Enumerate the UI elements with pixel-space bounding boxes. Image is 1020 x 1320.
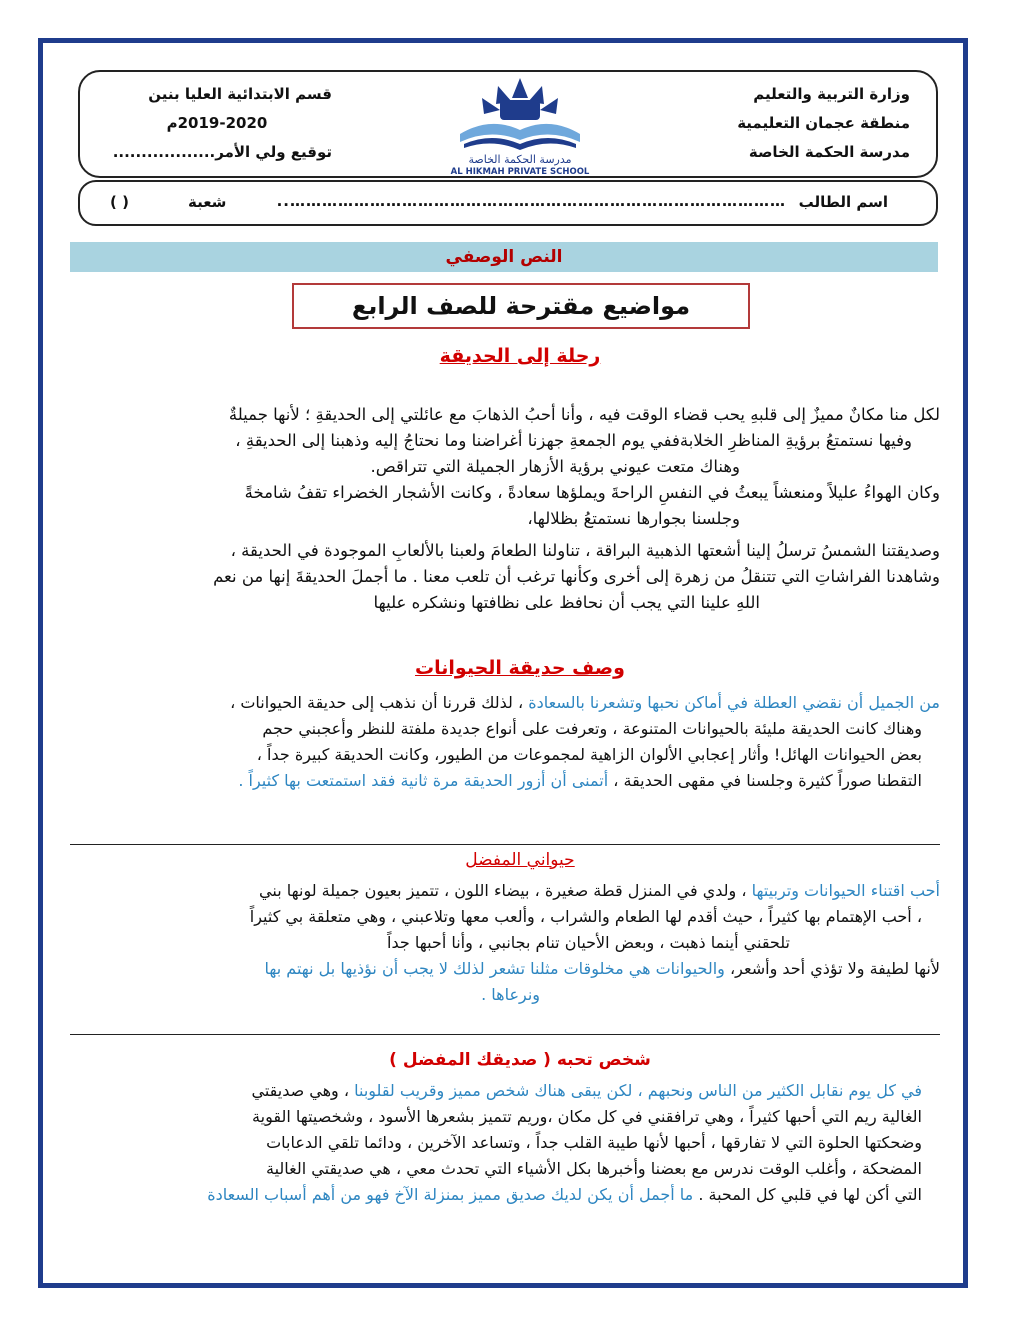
topic3-blue-text: أحب اقتناء الحيوانات وتربيتها — [751, 881, 940, 900]
topic1-line: وجلسنا بجوارها نستمتعُ بظلالها، — [527, 509, 740, 528]
divider — [70, 1034, 940, 1035]
topic3-heading: حيواني المفضل — [465, 850, 575, 870]
topic3-text: ، ولدي في المنزل قطة صغيرة ، بيضاء اللون ، تتميز بعيون جميلة لونها بني — [259, 881, 747, 900]
student-name-field[interactable]: ………………………………………………………………………………….. — [276, 192, 786, 210]
student-info-box — [78, 180, 938, 226]
guardian-signature: توقيع ولي الأمر.................. — [112, 143, 332, 161]
topic1-line: وهناك متعت عيوني برؤية الأزهار الجميلة التي تتراقص. — [370, 457, 740, 476]
topic2-heading: وصف حديقة الحيوانات — [415, 657, 625, 679]
topic1-line: وفيها نستمتعُ برؤيةِ المناظرِ الخلابةففي يوم الجمعةِ جهزنا أغراضنا وما نحتاجُ إليه وذهبنا إلى الحديقةِ ، — [235, 431, 912, 450]
section-field[interactable]: ( ) — [110, 193, 129, 211]
topic3-line: ، أحب الإهتمام بها كثيراً ، حيث أقدم لها الطعام والشراب ، وألعب معها وتلاعبني ، وهي متعلقة بي كثيراً — [249, 907, 922, 926]
topic3-text: لأنها لطيفة ولا تؤذي أحد وأشعر، — [730, 959, 940, 978]
header-left-block — [102, 80, 332, 167]
topic1-paragraph — [70, 402, 940, 616]
topic2-blue-text: من الجميل أن نقضي العطلة في أماكن نحبها وتشعرنا بالسعادة — [528, 693, 940, 712]
topic4-line: الغالية ريم التي أحبها كثيراً ، وهي ترافقني في كل مكان ،وريم تتميز بشعرها الأسود ، وشخصيتها القوية — [252, 1107, 922, 1126]
topic4-blue-text: ما أجمل أن يكن لديك صديق مميز بمنزلة الآخ فهو من أهم أسباب السعادة — [207, 1185, 694, 1204]
topic3-line: تلحقني أينما ذهبت ، وبعض الأحيان تنام بجانبي ، وأنا أحبها جداً — [387, 933, 790, 952]
divider — [70, 844, 940, 845]
topic4-line: المضحكة ، وأغلب الوقت ندرس مع بعضنا وأخبرها بكل الأشياء التي تحدث معي ، هي صديقتي الغالية — [266, 1159, 922, 1178]
topic1-line: لكل منا مكانٌ مميزٌ إلى قلبهِ يحب قضاء الوقت فيه ، وأنا أحبُ الذهابَ مع عائلتي إلى الحديقةِ ؛ لأنها جميلةٌ — [228, 405, 940, 424]
page-title: مواضيع مقترحة للصف الرابع — [292, 283, 750, 329]
topic3-paragraph — [70, 878, 940, 1008]
topic1-line: وشاهدنا الفراشاتِ التي تتنقلُ من زهرة إلى أخرى وكأنها ترغب أن تلعب معنا . ما أجملَ الحديقةَ إنها من نعم — [213, 567, 940, 586]
topic4-text: التي أكن لها في قلبي كل المحبة . — [698, 1185, 922, 1204]
topic2-text: ، لذلك قررنا أن نذهب إلى حديقة الحيوانات ، — [230, 693, 524, 712]
topic1-line: اللهِ علينا التي يجب أن نحافظ على نظافتها ونشكره عليها — [373, 593, 760, 612]
topic4-blue-text: في كل يوم نقابل الكثير من الناس ونحبهم ، لكن يبقى هناك شخص مميز وقريب لقلوبنا — [354, 1081, 922, 1100]
school-header — [78, 70, 938, 178]
topic1-line: وكان الهواءُ عليلاً ومنعشاً يبعثُ في النفسِ الراحةَ ويملؤها سعادةً ، وكانت الأشجار الخضراء تقفُ شامخةً — [244, 483, 940, 502]
student-name-label: اسم الطالب — [798, 193, 888, 211]
topic2-blue-text: أتمنى أن أزور الحديقة مرة ثانية فقد استمتعت بها كثيراً . — [238, 771, 609, 790]
topic3-blue-text: والحيوانات هي مخلوقات مثلنا تشعر لذلك لا يجب أن نؤذيها بل نهتم بها — [264, 959, 725, 978]
topic4-heading: شخص تحبه ( صديقك المفضل ) — [389, 1050, 651, 1070]
school-text: مدرسة الحكمة الخاصة — [748, 143, 910, 161]
topic4-text: ، وهي صديقتي — [251, 1081, 350, 1100]
section-band: النص الوصفي — [70, 242, 938, 272]
topic4-paragraph — [70, 1078, 940, 1208]
topic2-line: بعض الحيوانات الهائل! وأثار إعجابي الألوان الزاهية لمجموعات من الطيور، وكانت الحديقة كبيرة جداً ، — [256, 745, 922, 764]
zone-text: منطقة عجمان التعليمية — [737, 114, 910, 132]
school-logo — [420, 76, 620, 176]
header-right-block — [737, 80, 910, 167]
year-text: 2019-2020م — [166, 114, 268, 132]
topic2-text: التقطنا صوراً كثيرة وجلسنا في مقهى الحديقة ، — [613, 771, 922, 790]
logo-english-text: AL HIKMAH PRIVATE SCHOOL — [450, 167, 590, 176]
topic1-heading: رحلة إلى الحديقة — [439, 345, 601, 367]
logo-arabic-text: مدرسة الحكمة الخاصة — [468, 153, 572, 166]
topic2-paragraph — [70, 690, 940, 794]
topic4-line: وضحكتها الحلوة التي لا تفارقها ، أحبها لأنها طيبة القلب جداً ، وتساعد الآخرين ، ودائما تلقي الدعابات — [266, 1133, 922, 1152]
topic1-line: وصديقتنا الشمسُ ترسلُ إلينا أشعتها الذهبية البراقة ، تناولنا الطعامَ ولعبنا بالألعابِ الموجودة في الحديقة ، — [230, 541, 940, 560]
section-label: شعبة — [188, 193, 227, 211]
topic3-blue-text: ونرعاها . — [481, 985, 540, 1004]
ministry-text: وزارة التربية والتعليم — [753, 85, 910, 103]
dept-text: قسم الابتدائية العليا بنين — [148, 85, 332, 103]
topic2-line: وهناك كانت الحديقة مليئة بالحيوانات المتنوعة ، وتعرفت على أنواع جديدة ملفتة للنظر وأعجبني حجم — [262, 719, 922, 738]
